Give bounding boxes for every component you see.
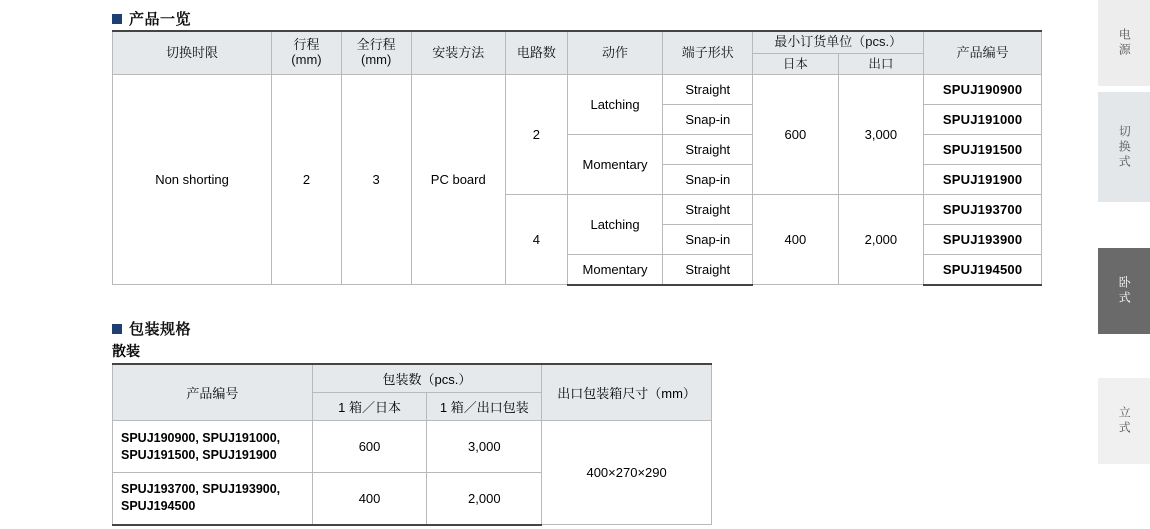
part-no-line1: SPUJ190900, SPUJ191000, bbox=[121, 430, 281, 445]
cell-full-travel: 3 bbox=[341, 75, 411, 285]
cell-moq-japan: 600 bbox=[753, 75, 839, 195]
side-tab-label: 立式 bbox=[1117, 406, 1132, 436]
table-row bbox=[113, 75, 1042, 105]
cell-export-qty: 2,000 bbox=[427, 473, 542, 525]
cell-mounting: PC board bbox=[411, 75, 506, 285]
packing-subtitle: 散装 bbox=[112, 343, 140, 359]
square-marker-icon bbox=[112, 324, 122, 334]
side-tab-label: 卧式 bbox=[1117, 276, 1132, 306]
cell-part-no-list bbox=[113, 473, 313, 525]
th-packing-part-no: 产品编号 bbox=[113, 364, 313, 421]
cell-part-no: SPUJ190900 bbox=[924, 75, 1042, 105]
th-moq: 最小订货单位（pcs.） bbox=[753, 31, 924, 53]
cell-action: Momentary bbox=[567, 255, 663, 285]
cell-moq-export: 3,000 bbox=[838, 75, 924, 195]
section-title-text: 产品一览 bbox=[129, 11, 192, 28]
product-list-table-head bbox=[113, 31, 1042, 75]
th-moq-export: 出口 bbox=[838, 53, 924, 74]
cell-action: Momentary bbox=[567, 135, 663, 195]
product-list-table-body bbox=[113, 75, 1042, 285]
cell-part-no: SPUJ191900 bbox=[924, 165, 1042, 195]
side-tab-horizontal[interactable] bbox=[1098, 248, 1150, 334]
th-mounting: 安装方法 bbox=[411, 31, 506, 75]
packing-table-head bbox=[113, 364, 712, 421]
th-switch-limit: 切换时限 bbox=[113, 31, 272, 75]
cell-moq-japan: 400 bbox=[753, 195, 839, 285]
cell-moq-export: 2,000 bbox=[838, 195, 924, 285]
cell-terminal: Snap-in bbox=[663, 225, 753, 255]
cell-export-qty: 3,000 bbox=[427, 421, 542, 473]
part-no-line2: SPUJ194500 bbox=[121, 499, 196, 514]
cell-part-no-list bbox=[113, 421, 313, 473]
side-tab-label: 切换式 bbox=[1117, 124, 1132, 170]
cell-action: Latching bbox=[567, 75, 663, 135]
cell-japan-qty: 600 bbox=[312, 421, 427, 473]
section-heading-packing bbox=[112, 318, 191, 339]
th-full-travel-line1: 全行程 bbox=[356, 37, 396, 53]
part-no-line2: SPUJ191500, SPUJ191900 bbox=[121, 447, 277, 462]
section-title-text: 包装规格 bbox=[129, 321, 192, 338]
cell-terminal: Straight bbox=[663, 195, 753, 225]
side-tab-switching[interactable] bbox=[1098, 92, 1150, 202]
part-no-line1: SPUJ193700, SPUJ193900, bbox=[121, 482, 281, 497]
th-full-travel-line2: (mm) bbox=[360, 52, 392, 68]
section-heading-product-list bbox=[112, 8, 191, 29]
th-packing-qty: 包装数（pcs.） bbox=[312, 364, 542, 393]
th-circuits: 电路数 bbox=[506, 31, 568, 75]
side-tab-label: 电源 bbox=[1117, 28, 1132, 58]
cell-terminal: Snap-in bbox=[663, 105, 753, 135]
th-travel bbox=[272, 31, 342, 75]
cell-japan-qty: 400 bbox=[312, 473, 427, 525]
cell-terminal: Snap-in bbox=[663, 165, 753, 195]
side-tab-vertical[interactable] bbox=[1098, 378, 1150, 464]
packing-table bbox=[112, 363, 712, 526]
cell-part-no: SPUJ191000 bbox=[924, 105, 1042, 135]
th-part-no: 产品编号 bbox=[924, 31, 1042, 75]
th-per-case-japan: 1 箱／日本 bbox=[312, 393, 427, 421]
th-per-case-export: 1 箱／出口包装 bbox=[427, 393, 542, 421]
packing-table-body bbox=[113, 421, 712, 525]
th-case-size: 出口包装箱尺寸（mm） bbox=[542, 364, 712, 421]
cell-terminal: Straight bbox=[663, 135, 753, 165]
cell-part-no: SPUJ194500 bbox=[924, 255, 1042, 285]
cell-part-no: SPUJ193900 bbox=[924, 225, 1042, 255]
cell-part-no: SPUJ191500 bbox=[924, 135, 1042, 165]
product-list-table bbox=[112, 30, 1042, 286]
side-tab-strip bbox=[1098, 0, 1150, 529]
table-row bbox=[113, 421, 712, 473]
cell-action: Latching bbox=[567, 195, 663, 255]
cell-part-no: SPUJ193700 bbox=[924, 195, 1042, 225]
cell-circuits: 4 bbox=[506, 195, 568, 285]
side-tab-power[interactable] bbox=[1098, 0, 1150, 86]
cell-switch-limit: Non shorting bbox=[113, 75, 272, 285]
th-full-travel bbox=[341, 31, 411, 75]
th-travel-line1: 行程 bbox=[293, 37, 320, 53]
cell-terminal: Straight bbox=[663, 75, 753, 105]
square-marker-icon bbox=[112, 14, 122, 24]
th-action: 动作 bbox=[567, 31, 663, 75]
cell-terminal: Straight bbox=[663, 255, 753, 285]
th-terminal: 端子形状 bbox=[663, 31, 753, 75]
th-travel-line2: (mm) bbox=[291, 52, 322, 68]
cell-case-size: 400×270×290 bbox=[542, 421, 712, 525]
cell-travel: 2 bbox=[272, 75, 342, 285]
th-moq-japan: 日本 bbox=[753, 53, 839, 74]
cell-circuits: 2 bbox=[506, 75, 568, 195]
